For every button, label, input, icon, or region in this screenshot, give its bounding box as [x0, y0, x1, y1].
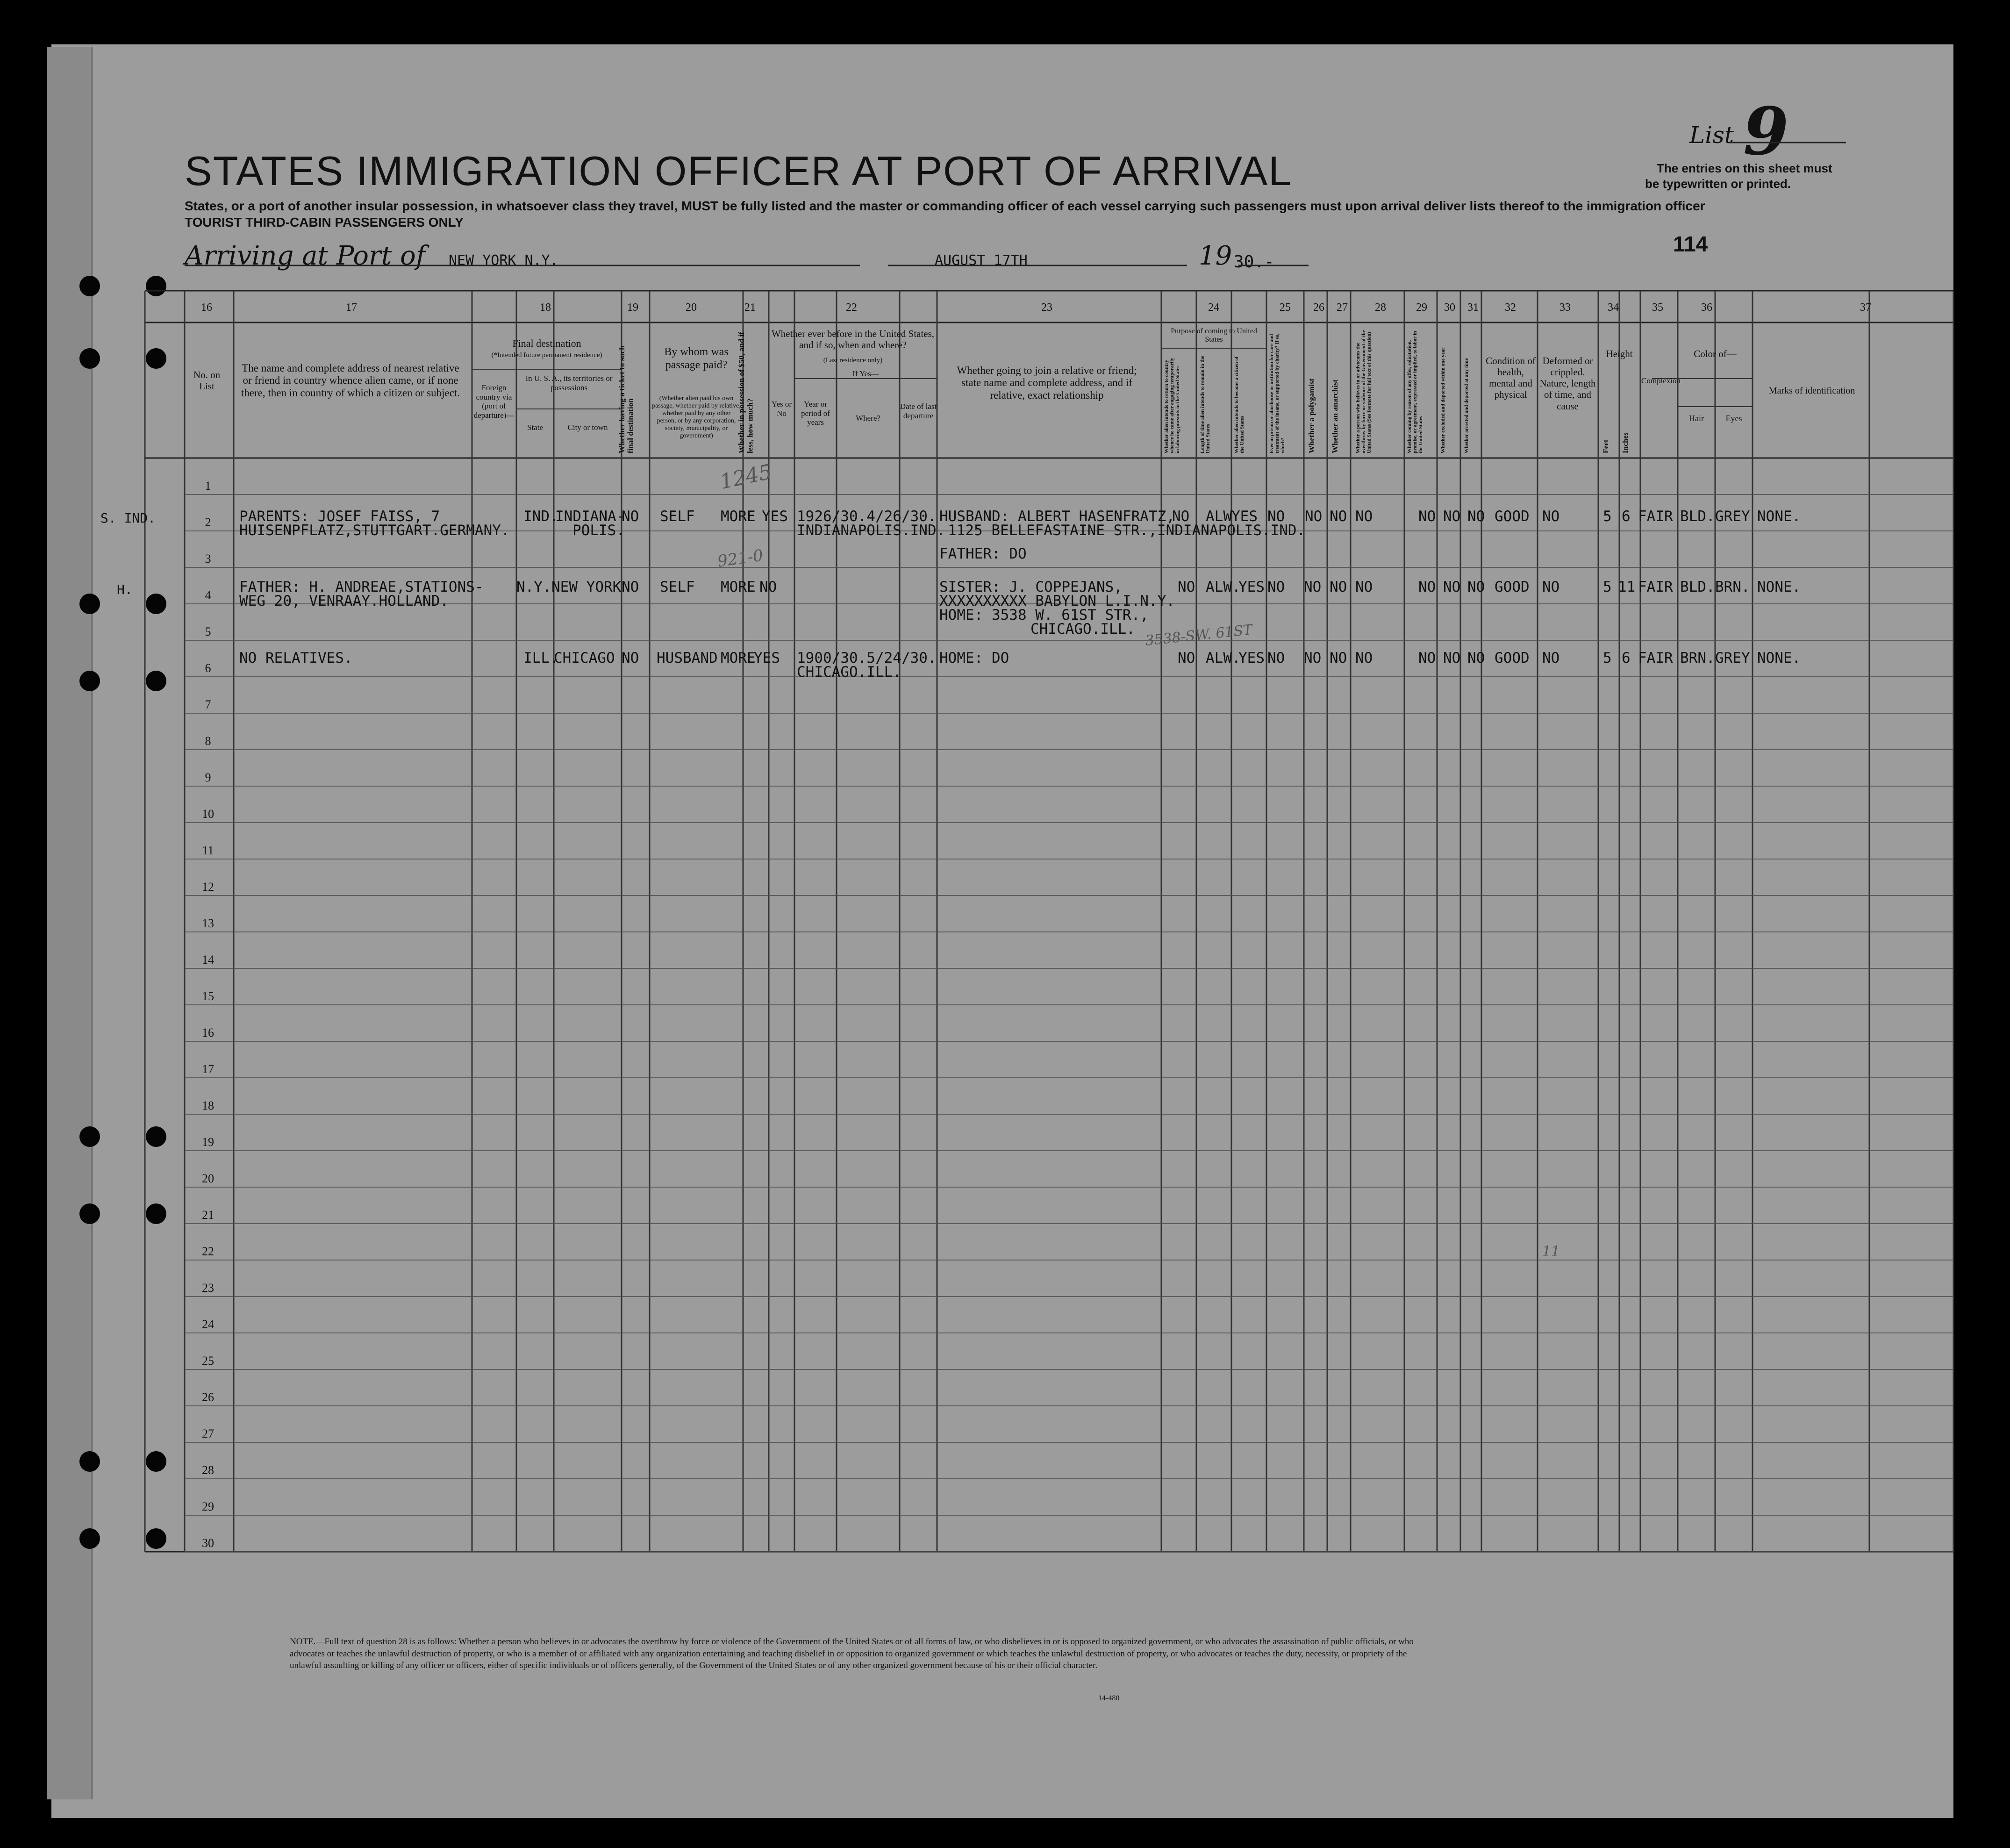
- hdr-no-on-list: No. on List: [193, 369, 221, 392]
- entry-1-feet: 5: [1603, 508, 1612, 525]
- hdr-in-usa: In U. S. A., its territories or possessions: [525, 374, 613, 392]
- entry-2-c29: NO: [1418, 579, 1436, 595]
- entry-1-c30: NO: [1443, 508, 1461, 525]
- col-num-18: 18: [540, 301, 551, 314]
- page-title: STATES IMMIGRATION OFFICER AT PORT OF ARRIVAL: [185, 148, 1293, 194]
- entry-1-ticket: NO: [622, 508, 639, 525]
- entry-2-return: NO: [1178, 579, 1195, 595]
- entry-3-paid-by: HUSBAND: [657, 650, 718, 666]
- hdr-labor-offer: Whether coming by reason of any offer, solicitation, promise, or agreement, expressed or implied, to labor in the United States: [1407, 331, 1424, 453]
- row-number: 9: [205, 771, 211, 784]
- entry-3-feet: 5: [1603, 650, 1612, 666]
- entry-3-inches: 6: [1622, 650, 1631, 666]
- col-num-34: 34: [1608, 301, 1619, 314]
- pencil-mark: 3538-SW. 61ST: [1144, 622, 1253, 649]
- hdr-height: Height: [1606, 348, 1633, 359]
- entry-2-join-line4: CHICAGO.ILL.: [1030, 621, 1135, 637]
- hdr-hair: Hair: [1689, 414, 1704, 423]
- hdr-money: Whether in possession of $50, and if less, how much?: [737, 332, 755, 453]
- col-num-24: 24: [1208, 301, 1219, 314]
- row-number: 15: [202, 989, 214, 1003]
- entry-3-city: CHICAGO: [554, 650, 615, 666]
- entry-2-health: GOOD: [1495, 579, 1530, 595]
- hdr-color: Color of—: [1694, 348, 1737, 359]
- entry-2-c27: NO: [1330, 579, 1347, 595]
- entry-1-hair: BLD.: [1680, 508, 1715, 525]
- row-number: 13: [202, 917, 214, 930]
- entry-1-city: INDIANA-: [555, 508, 625, 525]
- row-number: 28: [202, 1463, 214, 1477]
- pencil-mark: 1245: [717, 459, 774, 494]
- pencil-mark: 11: [1542, 1243, 1560, 1260]
- hdr-complexion: Complexion: [1641, 376, 1681, 385]
- entry-2-marks: NONE.: [1757, 579, 1801, 595]
- entry-2-inches: 11: [1618, 579, 1636, 595]
- row-number: 2: [205, 516, 211, 529]
- entry-3-marks: NONE.: [1757, 650, 1801, 666]
- hdr-before-note: (Last residence only): [823, 357, 883, 364]
- hdr-polygamist: Whether a polygamist: [1307, 378, 1316, 453]
- row-number: 18: [202, 1099, 214, 1112]
- hdr-deported: Whether arrested and deported at any time: [1464, 358, 1469, 453]
- hdr-passage-paid-note: (Whether alien paid his own passage, whether paid by relative, whether paid by any other person, or by any corporation, society, municipality, or government): [652, 395, 741, 440]
- entry-3-money: MORE: [721, 650, 756, 666]
- row-number: 7: [205, 698, 211, 711]
- hdr-foreign-country: Foreign country via (port of departure)—: [473, 383, 515, 420]
- entry-3-citizen: YES: [1238, 650, 1265, 666]
- row-number: 5: [205, 625, 211, 638]
- hdr-yes-or-no: Yes or No: [771, 400, 792, 418]
- row-number: 27: [202, 1427, 214, 1440]
- entry-1-c27: NO: [1330, 508, 1347, 525]
- entry-2-state: N.Y.: [516, 579, 551, 595]
- col-num-16: 16: [201, 301, 212, 314]
- year-prefix: 19: [1199, 241, 1232, 271]
- entry-3-complexion: FAIR: [1638, 650, 1673, 666]
- hdr-final-destination: Final destination: [512, 337, 581, 349]
- col-num-19: 19: [627, 301, 638, 314]
- hdr-state: State: [527, 423, 543, 432]
- row-number: 17: [202, 1062, 214, 1076]
- entry-1-inches: 6: [1622, 508, 1631, 525]
- hdr-overthrow: Whether a person who believes in or advocates the overthrow by force or violence of the Government of the United States (See footnote for full text of this question): [1355, 330, 1373, 453]
- row-number: 16: [202, 1026, 214, 1039]
- entry-2-length: ALW.: [1206, 579, 1241, 595]
- footnote: NOTE.—Full text of question 28 is as follows: Whether a person who believes in or advocates the overthrow by force or violence of the Government of the United States or of all forms of law, or who disbelieves in or is opposed to organized government, or who advocates the assassination of public officials, or who advocates or teaches the unlawful destruction of property, or who is a member of or affiliated with any organization entertaining and teaching disbelief in or opposition to organized government or which teaches the unlawful destruction of property, or who advocates or teaches the duty, necessity, or propriety of the unlawful assaulting or killing of any officer or officers, either of specific individuals or of officers generally, of the Government of the United States or of any other organized government because of his or their official character.: [290, 1637, 1414, 1671]
- entry-2-ticket: NO: [622, 579, 639, 595]
- col-num-26: 26: [1313, 301, 1324, 314]
- instruction-line-2: be typewritten or printed.: [1645, 177, 1791, 191]
- hdr-prison: Ever in prison or almshouse or institution for care and treatment of the insane, or supported by charity? If so, which?: [1269, 333, 1286, 453]
- entry-1-before: YES: [762, 508, 788, 525]
- col-num-25: 25: [1280, 301, 1291, 314]
- entry-2-deformed: NO: [1542, 579, 1560, 595]
- entry-2-c25: NO: [1267, 579, 1285, 595]
- port-value: NEW YORK N.Y.: [449, 252, 558, 269]
- row-number: 4: [205, 588, 211, 602]
- row-number: 10: [202, 807, 214, 821]
- entry-2-relative-line2: WEG 20, VENRAAY.HOLLAND.: [239, 593, 449, 609]
- col-num-23: 23: [1041, 301, 1052, 314]
- hdr-date-last-departure: Date of last departure: [900, 402, 937, 420]
- col-num-17: 17: [346, 301, 357, 314]
- subtitle: States, or a port of another insular possession, in whatsoever class they travel, MUST be fully listed and the master or commanding officer of each vessel carrying such passengers must upon arrival deliver lists thereof to the immigration officer: [185, 199, 1705, 213]
- list-label: List: [1689, 122, 1734, 149]
- row-number: 29: [202, 1500, 214, 1513]
- entry-1-join-line2: 1125 BELLEFASTAINE STR.,INDIANAPOLIS.IND.: [948, 522, 1306, 539]
- hdr-feet: Feet: [1602, 439, 1610, 453]
- entry-1-city-line2: POLIS.: [572, 522, 625, 539]
- entry-3-deformed: NO: [1542, 650, 1560, 666]
- entry-1-state: IND.: [523, 508, 558, 525]
- entry-2-join-line1: SISTER: J. COPPEJANS,: [939, 579, 1123, 595]
- entry-3-c26: NO: [1304, 650, 1322, 666]
- entry-3-before-where: CHICAGO.ILL.: [797, 664, 901, 680]
- hdr-passage-paid: By whom was passage paid?: [664, 346, 729, 371]
- hdr-year-period: Year or period of years: [801, 400, 830, 427]
- hdr-final-destination-note: (*Intended future permanent residence): [491, 351, 602, 359]
- pencil-mark: 921-0: [716, 546, 765, 571]
- entry-2-city: NEW YORK: [551, 579, 622, 595]
- col-num-32: 32: [1505, 301, 1516, 314]
- entry-3-c29: NO: [1418, 650, 1436, 666]
- col-num-36: 36: [1701, 301, 1712, 314]
- hdr-ticket: Whether having a ticket to such final destination: [617, 345, 635, 453]
- hdr-purpose: Purpose of coming to United States: [1171, 327, 1257, 344]
- hdr-anarchist: Whether an anarchist: [1330, 379, 1339, 453]
- col-num-28: 28: [1375, 301, 1386, 314]
- margin-note: H.: [117, 582, 133, 597]
- hdr-join-relative: Whether going to join a relative or friend; state name and complete address, and if relative, exact relationship: [957, 365, 1137, 401]
- row-number: 24: [202, 1318, 214, 1331]
- col-num-20: 20: [686, 301, 697, 314]
- entry-1-c26: NO: [1305, 508, 1323, 525]
- sheet-number: 114: [1673, 232, 1708, 256]
- entry-2-join-line3: HOME: 3538 W. 61ST STR.,: [939, 607, 1149, 623]
- hdr-city: City or town: [567, 423, 608, 432]
- instruction-line-1: The entries on this sheet must: [1657, 161, 1832, 175]
- entry-3-return: NO: [1178, 650, 1195, 666]
- row-number: 8: [205, 734, 211, 748]
- entry-3-c25: NO: [1267, 650, 1285, 666]
- col-num-27: 27: [1337, 301, 1348, 314]
- entry-1-length: ALW: [1206, 508, 1232, 525]
- entry-3-hair: BRN.: [1680, 650, 1715, 666]
- row-number: 14: [202, 953, 214, 967]
- class-line: TOURIST THIRD-CABIN PASSENGERS ONLY: [185, 215, 464, 229]
- entry-3-c31: NO: [1467, 650, 1485, 666]
- col-num-33: 33: [1559, 301, 1571, 314]
- date-value: AUGUST 17TH: [935, 252, 1028, 269]
- entry-3-health: GOOD: [1495, 650, 1530, 666]
- entry-2-before: NO: [759, 579, 777, 595]
- entry-1-complexion: FAIR: [1638, 508, 1673, 525]
- hdr-health: Condition of health, mental and physical: [1486, 355, 1536, 401]
- entry-1-paid-by: SELF: [660, 508, 695, 525]
- hdr-marks: Marks of identification: [1768, 386, 1855, 396]
- hdr-length-of-stay: Length of time alien intends to remain in the United States: [1200, 356, 1211, 453]
- hdr-eyes: Eyes: [1725, 414, 1742, 423]
- entry-1-eyes: GREY: [1715, 508, 1750, 525]
- row-number: 20: [202, 1172, 214, 1185]
- entry-2-complexion: FAIR: [1638, 579, 1673, 595]
- row-number: 26: [202, 1390, 214, 1404]
- entry-1-money: MORE: [721, 508, 756, 525]
- row-number: 30: [202, 1536, 214, 1550]
- entry-1-citizen: YES: [1231, 508, 1258, 525]
- row-number: 23: [202, 1281, 214, 1295]
- entry-1-marks: NONE.: [1757, 508, 1801, 525]
- year-suffix: 30.-: [1234, 252, 1274, 272]
- row-number: 3: [205, 552, 211, 566]
- form-code: 14-480: [1098, 1694, 1120, 1702]
- row-number: 11: [202, 844, 214, 857]
- entry-2-paid-by: SELF: [660, 579, 695, 595]
- hdr-inches: Inches: [1622, 432, 1630, 453]
- entry-1-c28: NO: [1355, 508, 1373, 525]
- entry-3-ticket: NO: [622, 650, 639, 666]
- hdr-excluded: Whether excluded and deported within one year: [1440, 347, 1446, 453]
- arriving-label: Arriving at Port of: [185, 241, 426, 271]
- entry-1-join-line1: HUSBAND: ALBERT HASENFRATZ,: [939, 508, 1175, 525]
- col-num-35: 35: [1652, 301, 1663, 314]
- entry-1-before-where: INDIANAPOLIS.IND.: [797, 522, 945, 539]
- col-num-21: 21: [744, 301, 756, 314]
- row-number: 21: [202, 1208, 214, 1222]
- entry-3-c28: NO: [1355, 650, 1373, 666]
- row-number: 6: [205, 661, 211, 675]
- entry-1-c31: NO: [1467, 508, 1485, 525]
- entry-2-feet: 5: [1603, 579, 1612, 595]
- entry-3-eyes: GREY: [1715, 650, 1750, 666]
- entry-2-relative-line1: FATHER: H. ANDREAE,STATIONS-: [239, 579, 484, 595]
- col-num-22: 22: [846, 301, 857, 314]
- entry-3-c30: NO: [1443, 650, 1461, 666]
- entry-2-join-line2: XXXXXXXXXX BABYLON L.I.N.Y.: [939, 593, 1175, 609]
- entry-1-health: GOOD: [1495, 508, 1530, 525]
- entry-2-c28: NO: [1355, 579, 1373, 595]
- row-number: 22: [202, 1245, 214, 1258]
- entry-2-c26: NO: [1304, 579, 1322, 595]
- row-number: 19: [202, 1135, 214, 1149]
- row-number: 12: [202, 880, 214, 894]
- entry-1-c25: NO: [1267, 508, 1285, 525]
- entry-1-relative-line2: HUISENPFLATZ,STUTTGART.GERMANY.: [239, 522, 510, 539]
- entry-3-before: YES: [754, 650, 780, 666]
- entry-3-state: ILL.: [523, 650, 558, 666]
- hdr-if-yes: If Yes—: [852, 369, 879, 378]
- entry-1-before-dates: 1926/30.4/26/30.: [797, 508, 937, 525]
- entry-2-c30: NO: [1443, 579, 1461, 595]
- entry-2-eyes: BRN.: [1715, 579, 1750, 595]
- hdr-deformed: Deformed or crippled. Nature, length of time, and cause: [1539, 355, 1596, 412]
- entry-1-c29: NO: [1418, 508, 1436, 525]
- entry-1-relative-line1: PARENTS: JOSEF FAISS, 7: [239, 508, 440, 525]
- hdr-where: Where?: [856, 414, 880, 423]
- entry-3-c27: NO: [1330, 650, 1347, 666]
- hdr-return-intent: Whether alien intends to return to country whence he came after engaging temporarily in laboring pursuits in the United States: [1164, 358, 1181, 453]
- col-num-29: 29: [1416, 301, 1427, 314]
- hdr-citizen-intent: Whether alien intends to become a citizen of the United States: [1234, 356, 1245, 453]
- entry-2-citizen: YES: [1238, 579, 1265, 595]
- entry-1-deformed: NO: [1542, 508, 1560, 525]
- col-num-37: 37: [1860, 301, 1871, 314]
- row-number: 25: [202, 1354, 214, 1368]
- entry-3-relative-line1: NO RELATIVES.: [239, 650, 353, 666]
- entry-3-join-line1: HOME: DO: [939, 650, 1009, 666]
- hdr-before-in-us: Whether ever before in the United States, and if so, when and where?: [771, 328, 935, 351]
- entry-2-hair: BLD.: [1680, 579, 1715, 595]
- margin-note: S. IND.: [100, 510, 156, 526]
- entry-2-money: MORE: [721, 579, 756, 595]
- entry-2-c31: NO: [1467, 579, 1485, 595]
- entry-1-join-line3: FATHER: DO: [939, 545, 1027, 562]
- col-num-30: 30: [1444, 301, 1455, 314]
- entry-3-before-dates: 1900/30.5/24/30.: [797, 650, 937, 666]
- hdr-relative-address: The name and complete address of nearest relative or friend in country whence alien came, or if none there, then in country of which a citizen or subject.: [241, 362, 460, 399]
- list-number: 9: [1743, 93, 1789, 170]
- row-number: 1: [205, 479, 211, 493]
- entry-1-return: NO: [1172, 508, 1190, 525]
- entry-3-length: ALW.: [1206, 650, 1241, 666]
- col-num-31: 31: [1467, 301, 1479, 314]
